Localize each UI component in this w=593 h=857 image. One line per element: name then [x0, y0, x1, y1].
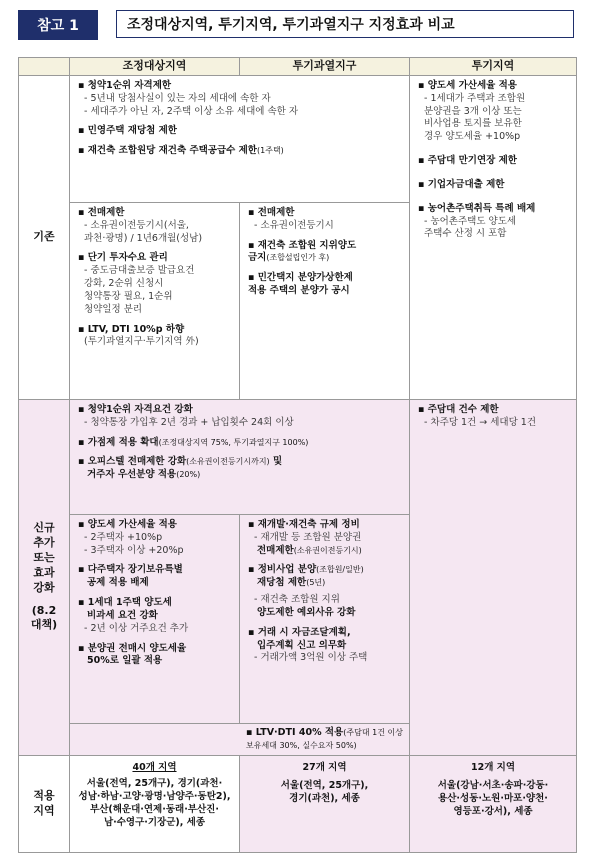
item-head: 양도제한 예외사유 강화: [257, 606, 356, 618]
item-head: ▪ 농어촌주택취득 특례 배제: [418, 202, 536, 214]
item-detail: (투기과열지구·투기지역 外): [84, 336, 199, 348]
item-head: ▪ 분양권 전매시 양도세율: [78, 642, 187, 654]
region-count: 27개 지역: [302, 761, 347, 773]
item-head: ▪ 양도세 가산세율 적용: [418, 80, 517, 91]
item-head: ▪ 전매제한: [78, 207, 125, 218]
header-overheated-district: 투기과열지구: [240, 58, 410, 76]
existing-speculation-cell: [410, 76, 577, 400]
item-detail: 경우 양도세율 +10%p: [424, 131, 521, 143]
item-head: ▪ 주담대 만기연장 제한: [418, 155, 517, 167]
row-label-existing: 기존: [19, 76, 70, 400]
header-speculation-area: 투기지역: [410, 58, 577, 76]
item-detail: - 농어촌주택도 양도세: [424, 215, 517, 227]
item-detail: - 재건축 조합원 지위: [254, 594, 340, 606]
title-bar: [18, 10, 576, 40]
item-head: ▪ 1세대 1주택 양도세: [78, 597, 172, 609]
item-detail: 청약통장 필요, 1순위: [84, 290, 173, 302]
region-line: 경기(과천), 세종: [289, 793, 360, 805]
existing-overheated-cell: [240, 203, 410, 400]
item-head: ▪ 거래 시 자금조달계획,: [248, 626, 351, 638]
row-label-new: 신규 추가 또는 효과 강화 (8.2 대책): [19, 400, 70, 756]
region-line: 서울(전역, 25개구),: [280, 780, 369, 792]
region-speculation-cell: [410, 755, 577, 852]
item-detail: 비사업용 토지를 보유한: [424, 118, 522, 130]
item-head: ▪ 양도세 가산세율 적용: [78, 519, 177, 530]
item-head: ▪ 민영주택 재당첨 제한: [78, 125, 177, 137]
row-label-region: 적용 지역: [19, 755, 70, 852]
new-row-top: [19, 400, 577, 515]
item-head: ▪ 전매제한: [248, 207, 295, 218]
region-line: 용산·성동·노원·마포·양천·: [438, 793, 548, 805]
item-detail: - 2주택자 +10%p: [84, 531, 163, 543]
item-head: ▪ 오피스텔 전매제한 강화(소유권이전등기시까지) 및: [78, 456, 283, 468]
region-line: 서울(전역, 25개구), 경기(과천·: [86, 778, 223, 790]
item-detail: 주택수 산정 시 포함: [424, 228, 507, 240]
region-row: [19, 755, 577, 852]
item-head: ▪ 재건축 조합원당 재건축 주택공급수 제한(1주택): [78, 145, 284, 157]
new-speculation-cell: [410, 400, 577, 756]
item-detail: 과천·광명) / 1년6개월(성남): [84, 232, 203, 244]
item-head: 금지(조합설립인가 후): [248, 252, 330, 264]
item-head: 비과세 요건 강화: [87, 609, 158, 621]
region-count: 12개 지역: [470, 761, 516, 773]
region-line: 남·수영구·기장군), 세종: [103, 816, 206, 828]
item-head: ▪ 가점제 적용 확대(조정대상지역 75%, 투기과열지구 100%): [78, 436, 309, 448]
item-detail: - 중도금대출보증 발급요건: [84, 265, 195, 277]
item-detail: - 소유권이전등기시: [254, 219, 334, 231]
reference-tag: 참고 1: [18, 10, 98, 40]
region-line: 서울(강남·서초·송파·강동·: [437, 780, 549, 792]
item-head: 공제 적용 배제: [87, 577, 149, 589]
item-head: ▪ 재건축 조합원 지위양도: [248, 239, 357, 251]
header-corner: [19, 58, 70, 76]
item-detail: - 2년 이상 거주요건 추가: [84, 622, 189, 634]
header-adjusted-area: 조정대상지역: [70, 58, 240, 76]
item-detail: - 1세대가 주택과 조합원: [424, 92, 526, 104]
item-head: ▪ 다주택자 장기보유특별: [78, 564, 183, 576]
item-detail: - 3주택자 이상 +20%p: [84, 544, 184, 556]
item-detail: 강화, 2순위 신청시: [84, 278, 164, 290]
region-line: 성남·하남·고양·광명·남양주·동탄2),: [78, 791, 231, 803]
item-detail: - 청약통장 가입후 2년 경과 + 납입횟수 24회 이상: [84, 416, 294, 428]
header-row: [19, 58, 577, 76]
item-detail: - 차주당 1건 → 세대당 1건: [424, 416, 536, 428]
item-head: ▪ 청약1순위 자격요건 강화: [78, 404, 193, 415]
item-head: 거주자 우선분양 적용(20%): [87, 469, 201, 481]
item-head: ▪ LTV·DTI 40% 적용(주담대 1건 이상 보유세대 30%, 실수요자 50%): [246, 727, 403, 750]
item-head: ▪ 정비사업 분양(조합원/일반): [248, 564, 364, 576]
item-head: 전매제한(소유권이전등기시): [257, 544, 362, 556]
region-overheated-cell: [240, 755, 410, 852]
item-head: 50%로 일괄 적용: [87, 655, 163, 667]
new-ltv-dti-cell: [70, 724, 410, 756]
item-detail: - 거래가액 3억원 이상 주택: [254, 652, 368, 664]
item-detail: - 5년내 당첨사실이 있는 자의 세대에 속한 자: [84, 92, 271, 104]
item-head: ▪ LTV, DTI 10%p 하향: [78, 323, 185, 335]
item-head: ▪ 민간택지 분양가상한제: [248, 272, 353, 284]
item-detail: 청약일정 분리: [84, 303, 143, 315]
new-common-cell: [70, 400, 410, 515]
region-line: 부산(해운대·연제·동래·부산진·: [90, 804, 219, 816]
new-overheated-cell: [240, 515, 410, 724]
comparison-table: [18, 57, 577, 853]
existing-row-top: [19, 76, 577, 203]
region-adjusted-cell: [70, 755, 240, 852]
region-count: 40개 지역: [132, 761, 177, 773]
item-head: ▪ 기업자금대출 제한: [418, 178, 505, 190]
item-head: ▪ 주담대 건수 제한: [418, 404, 499, 415]
item-head: ▪ 재개발·재건축 규제 정비: [248, 519, 360, 530]
region-line: 영등포·강서), 세종: [453, 806, 533, 818]
item-head: ▪ 청약1순위 자격제한: [78, 80, 172, 91]
item-head: 입주계획 신고 의무화: [257, 639, 347, 651]
item-detail: - 소유권이전등기시(서울,: [84, 219, 189, 231]
existing-adjusted-cell: [70, 203, 240, 400]
item-detail: 분양권을 3개 이상 또는: [424, 105, 522, 117]
new-adjusted-cell: [70, 515, 240, 724]
item-detail: - 세대주가 아닌 자, 2주택 이상 소유 세대에 속한 자: [84, 105, 299, 117]
item-detail: - 재개발 등 조합원 분양권: [254, 531, 362, 543]
item-head: 재당첨 제한(5년): [257, 577, 326, 589]
page-title: 조정대상지역, 투기지역, 투기과열지구 지정효과 비교: [116, 10, 574, 38]
existing-common-cell: [70, 76, 410, 203]
item-head: 적용 주택의 분양가 공시: [248, 285, 350, 297]
item-head: ▪ 단기 투자수요 관리: [78, 252, 168, 264]
